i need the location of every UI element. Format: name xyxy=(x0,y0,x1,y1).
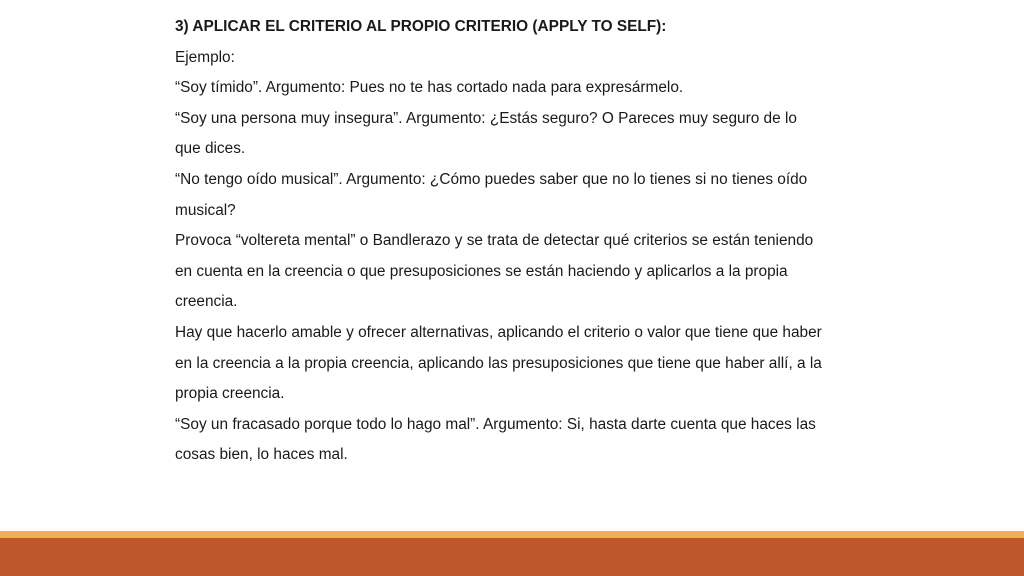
footer-accent-stripe xyxy=(0,531,1024,538)
paragraph-example-oido-musical: “No tengo oído musical”. Argumento: ¿Cómo puedes saber que no lo tienes si no tienes oído musical? xyxy=(175,170,808,219)
slide-text-body xyxy=(175,12,825,471)
footer-bar xyxy=(0,538,1024,576)
paragraph-example-timido: “Soy tímido”. Argumento: Pues no te has cortado nada para expresármelo. xyxy=(175,79,684,97)
paragraph-voltereta-mental: Provoca “voltereta mental” o Bandlerazo y se trata de detectar qué criterios se están teniendo en cuenta en la creencia o que presuposiciones se están haciendo y aplicarlos a la propia creencia. xyxy=(175,232,814,311)
paragraph-hacerlo-amable: Hay que hacerlo amable y ofrecer alternativas, aplicando el criterio o valor que tiene que haber en la creencia a la propia creencia, aplicando las presuposiciones que tiene que haber allí, a la propia creencia. xyxy=(175,323,822,403)
paragraph-example-insegura: “Soy una persona muy insegura”. Argumento: ¿Estás seguro? O Pareces muy seguro de lo que dices. xyxy=(175,109,797,158)
slide-heading: 3) APLICAR EL CRITERIO AL PROPIO CRITERIO (APPLY TO SELF): xyxy=(175,18,667,35)
paragraph-example-label: Ejemplo: xyxy=(175,48,235,66)
paragraph-example-fracasado: “Soy un fracasado porque todo lo hago mal”. Argumento: Si, hasta darte cuenta que haces las cosas bien, lo haces mal. xyxy=(175,415,816,464)
